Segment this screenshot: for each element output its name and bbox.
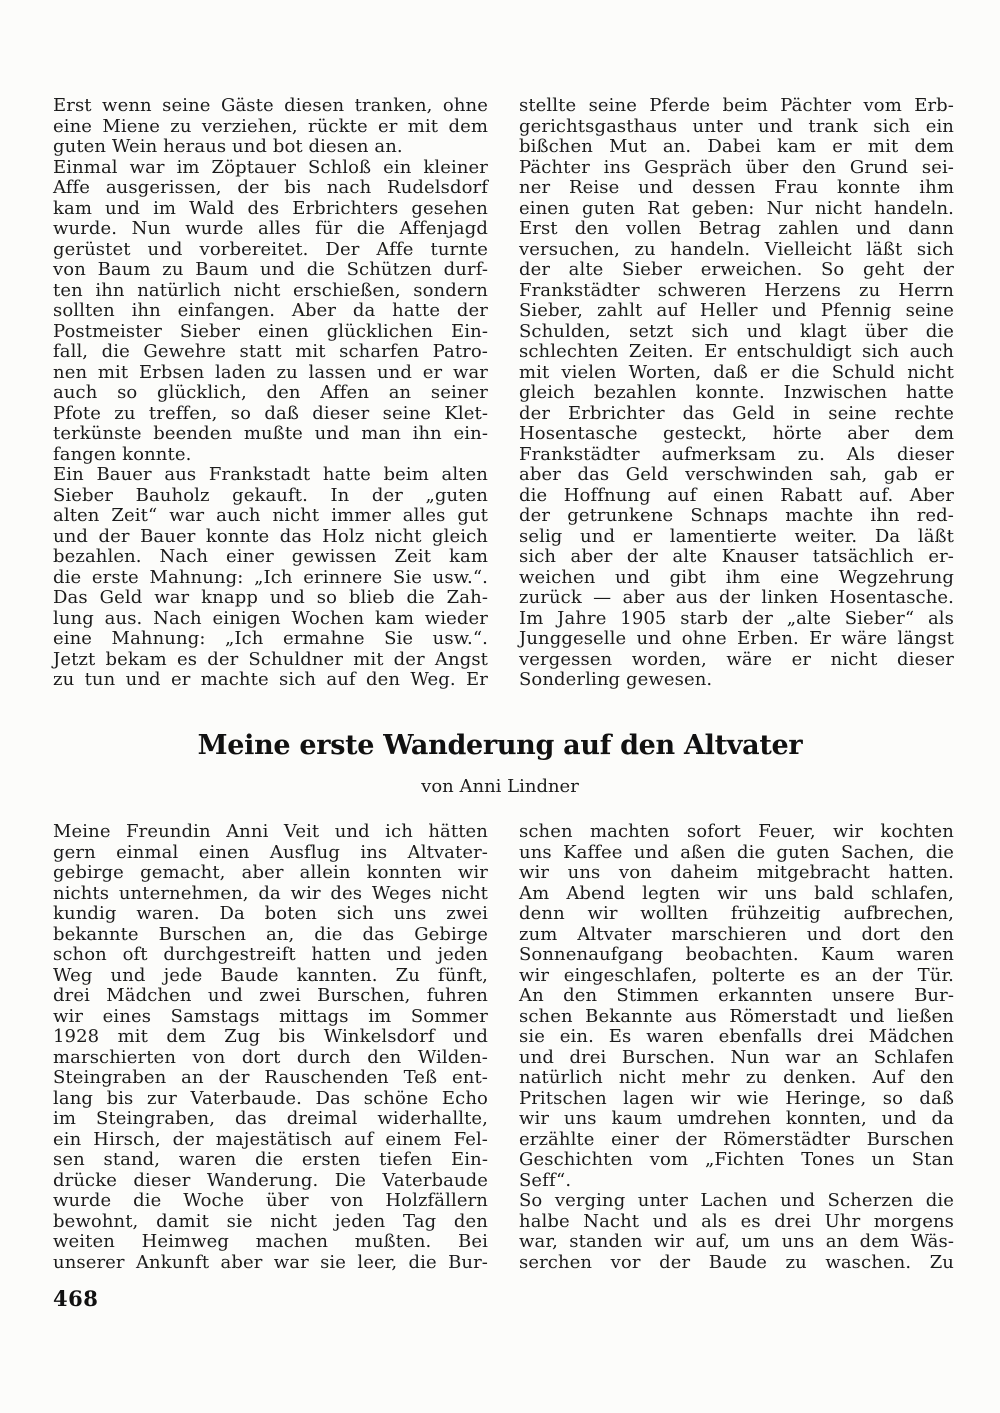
text-line: versuchen, zu handeln. Vielleicht läßt sich bbox=[519, 238, 954, 260]
text-line: stellte seine Pferde beim Pächter vom Erb- bbox=[519, 95, 954, 116]
article-sieber-left-column bbox=[53, 96, 488, 691]
text-line: uns Kaffee und aßen die guten Sachen, die bbox=[519, 841, 954, 863]
text-line: und drei Burschen. Nun war an Schlafen bbox=[519, 1046, 954, 1068]
text-line: schen Bekannte aus Römerstadt und ließen bbox=[519, 1005, 954, 1027]
text-line: lang bis zur Vaterbaude. Das schöne Echo bbox=[53, 1087, 488, 1109]
text-line: An den Stimmen erkannten unsere Bur- bbox=[519, 985, 954, 1006]
text-line: Pritschen lagen wir wie Heringe, so daß bbox=[519, 1087, 954, 1109]
text-line: weichen und gibt ihm eine Wegzehrung bbox=[519, 566, 954, 588]
text-line: schlechten Zeiten. Er entschuldigt sich auch bbox=[519, 341, 954, 362]
text-line: mit vielen Worten, daß er die Schuld nicht bbox=[519, 361, 954, 383]
text-line: halbe Nacht und als es drei Uhr morgens bbox=[519, 1210, 954, 1232]
text-line: ner Reise und dessen Frau konnte ihm bbox=[519, 177, 954, 198]
article-sieber-right-column bbox=[519, 96, 954, 691]
text-line: bekannte Burschen an, die das Gebirge bbox=[53, 923, 488, 945]
text-line: Frankstädter schweren Herzens zu Herrn bbox=[519, 279, 954, 301]
text-line: Sieber Bauholz gekauft. In der „guten bbox=[53, 484, 488, 506]
text-line: nen mit Erbsen laden zu lassen und er war bbox=[53, 361, 488, 383]
text-line: erzählte einer der Römerstädter Burschen bbox=[519, 1128, 954, 1150]
text-line: die erste Mahnung: „Ich erinnere Sie usw.“. bbox=[53, 566, 488, 588]
text-line: Affe ausgerissen, der bis nach Rudelsdorf bbox=[53, 177, 488, 198]
text-line: gerüstet und vorbereitet. Der Affe turnte bbox=[53, 238, 488, 260]
text-line: Ein Bauer aus Frankstadt hatte beim alten bbox=[53, 464, 488, 485]
text-line: eine Miene zu verziehen, rückte er mit dem bbox=[53, 115, 488, 137]
text-line: fangen konnte. bbox=[53, 443, 192, 465]
text-line: von Baum zu Baum und die Schützen durf- bbox=[53, 259, 488, 280]
text-line: war, standen wir auf, um uns an dem Wäs- bbox=[519, 1231, 954, 1252]
text-line: kam und im Wald des Erbrichters gesehen bbox=[53, 197, 488, 219]
text-line: zum Altvater marschieren und dort den bbox=[519, 923, 954, 945]
text-line: Im Jahre 1905 starb der „alte Sieber“ als bbox=[519, 607, 954, 629]
text-line: sen stand, waren die ersten tiefen Ein- bbox=[53, 1149, 488, 1170]
text-line: zu tun und er machte sich auf den Weg. Er bbox=[53, 669, 488, 690]
text-line: nichts unternehmen, da wir des Weges nicht bbox=[53, 882, 488, 904]
text-line: bißchen Mut an. Dabei kam er mit dem bbox=[519, 136, 954, 157]
text-line: bezahlen. Nach einer gewissen Zeit kam bbox=[53, 546, 488, 567]
text-line: auch so glücklich, den Affen an seiner bbox=[53, 382, 488, 403]
text-line: Pächter ins Gespräch über den Grund sei- bbox=[519, 156, 954, 178]
text-line: Steingraben an der Rauschenden Teß ent- bbox=[53, 1067, 488, 1088]
text-line: Hosentasche gesteckt, hörte aber dem bbox=[519, 423, 954, 444]
text-line: weiten Heimweg machen mußten. Bei bbox=[53, 1231, 488, 1252]
text-line: der Erbrichter das Geld in seine rechte bbox=[519, 402, 954, 424]
text-line: ten ihn natürlich nicht erschießen, sondern bbox=[53, 279, 488, 301]
text-line: Einmal war im Zöptauer Schloß ein kleiner bbox=[53, 156, 488, 178]
text-line: Frankstädter aufmerksam zu. Als dieser bbox=[519, 443, 954, 465]
text-line: Erst den vollen Betrag zahlen und dann bbox=[519, 218, 954, 239]
article-wanderung-section bbox=[53, 822, 954, 1273]
article-sieber-section bbox=[53, 96, 954, 691]
text-line: kundig waren. Da boten sich uns zwei bbox=[53, 903, 488, 924]
text-line: wir eingeschlafen, polterte es an der Tür. bbox=[519, 964, 954, 986]
text-line: Am Abend legten wir uns bald schlafen, bbox=[519, 882, 954, 904]
text-line: denn wir wollten frühzeitig aufbrechen, bbox=[519, 903, 954, 924]
text-line: Schulden, setzt sich und klagt über die bbox=[519, 320, 954, 342]
text-line: guten Wein heraus und bot diesen an. bbox=[53, 136, 403, 157]
text-line: zurück — aber aus der linken Hosentasche. bbox=[519, 587, 954, 608]
text-line: Sonderling gewesen. bbox=[519, 669, 713, 690]
text-line: Geschichten vom „Fichten Tones un Stan bbox=[519, 1149, 954, 1170]
text-line: aber das Geld verschwinden sah, gab er bbox=[519, 464, 954, 485]
text-line: Pfote zu treffen, so daß dieser seine Klet- bbox=[53, 402, 488, 424]
article-wanderung-right-column bbox=[519, 822, 954, 1273]
text-line: sich aber der alte Knauser tatsächlich er- bbox=[519, 546, 954, 567]
text-line: die Hoffnung auf einen Rabatt auf. Aber bbox=[519, 484, 954, 506]
page-number: 468 bbox=[53, 1286, 99, 1311]
text-line: Erst wenn seine Gäste diesen tranken, ohne bbox=[53, 95, 488, 116]
text-line: gleich bezahlen konnte. Inzwischen hatte bbox=[519, 382, 954, 403]
text-line: bewohnt, damit sie nicht jeden Tag den bbox=[53, 1210, 488, 1232]
text-line: eine Mahnung: „Ich ermahne Sie usw.“. bbox=[53, 628, 488, 649]
text-line: der getrunkene Schnaps machte ihn red- bbox=[519, 505, 954, 526]
article-title: Meine erste Wanderung auf den Altvater bbox=[197, 730, 803, 761]
text-line: natürlich nicht mehr zu denken. Auf den bbox=[519, 1067, 954, 1088]
text-line: Jetzt bekam es der Schuldner mit der Angst bbox=[53, 648, 488, 670]
text-line: und der Bauer konnte das Holz nicht gleich bbox=[53, 525, 488, 547]
text-line: terkünste beenden mußte und man ihn ein- bbox=[53, 423, 488, 444]
text-line: Postmeister Sieber einen glücklichen Ein- bbox=[53, 320, 488, 342]
article-byline: von Anni Lindner bbox=[421, 776, 579, 797]
text-line: Junggeselle und ohne Erben. Er wäre längst bbox=[519, 628, 954, 649]
text-line: schon oft durchgestreift hatten und jeden bbox=[53, 944, 488, 965]
text-line: sollten ihn einfangen. Aber da hatte der bbox=[53, 300, 488, 321]
text-line: einen guten Rat geben: Nur nicht handeln. bbox=[519, 197, 954, 219]
text-line: alten Zeit“ war auch nicht immer alles gut bbox=[53, 505, 488, 526]
text-line: drei Mädchen und zwei Burschen, fuhren bbox=[53, 985, 488, 1006]
text-line: im Steingraben, das dreimal widerhallte, bbox=[53, 1108, 488, 1129]
text-line: unserer Ankunft aber war sie leer, die Bur- bbox=[53, 1251, 488, 1273]
text-line: Das Geld war knapp und so blieb die Zah- bbox=[53, 587, 488, 608]
text-line: So verging unter Lachen und Scherzen die bbox=[519, 1190, 954, 1211]
text-line: Meine Freundin Anni Veit und ich hätten bbox=[53, 821, 488, 842]
text-line: Seff“. bbox=[519, 1169, 572, 1191]
text-line: wir eines Samstags mittags im Sommer bbox=[53, 1005, 488, 1027]
text-line: Sieber, zahlt auf Heller und Pfennig seine bbox=[519, 300, 954, 321]
text-line: gern einmal einen Ausflug ins Altvater- bbox=[53, 841, 488, 863]
text-line: fall, die Gewehre statt mit scharfen Patro- bbox=[53, 341, 488, 362]
text-line: sie ein. Es waren ebenfalls drei Mädchen bbox=[519, 1026, 954, 1047]
text-line: marschierten von dort durch den Wilden- bbox=[53, 1046, 488, 1068]
text-line: 1928 mit dem Zug bis Winkelsdorf und bbox=[53, 1026, 488, 1047]
text-line: wir uns kaum umdrehen konnten, und da bbox=[519, 1108, 954, 1129]
text-line: Sonnenaufgang beobachten. Kaum waren bbox=[519, 944, 954, 965]
text-line: vergessen worden, wäre er nicht dieser bbox=[519, 648, 954, 670]
text-line: gerichtsgasthaus unter und trank sich ein bbox=[519, 115, 954, 137]
text-line: serchen vor der Baude zu waschen. Zu bbox=[519, 1251, 954, 1273]
text-line: wir uns von daheim mitgebracht hatten. bbox=[519, 862, 954, 883]
text-line: ein Hirsch, der majestätisch auf einem Fel- bbox=[53, 1128, 488, 1150]
text-line: drücke dieser Wanderung. Die Vaterbaude bbox=[53, 1169, 488, 1191]
text-line: lung aus. Nach einigen Wochen kam wieder bbox=[53, 607, 488, 629]
text-line: selig und er lamentierte weiter. Da läßt bbox=[519, 525, 954, 547]
article-wanderung-left-column bbox=[53, 822, 488, 1273]
text-line: der alte Sieber erweichen. So geht der bbox=[519, 259, 954, 280]
text-line: Weg und jede Baude kannten. Zu fünft, bbox=[53, 964, 488, 986]
text-line: schen machten sofort Feuer, wir kochten bbox=[519, 821, 954, 842]
text-line: wurde die Woche über von Holzfällern bbox=[53, 1190, 488, 1211]
text-line: wurde. Nun wurde alles für die Affenjagd bbox=[53, 218, 488, 239]
text-line: gebirge gemacht, aber allein konnten wir bbox=[53, 862, 488, 883]
